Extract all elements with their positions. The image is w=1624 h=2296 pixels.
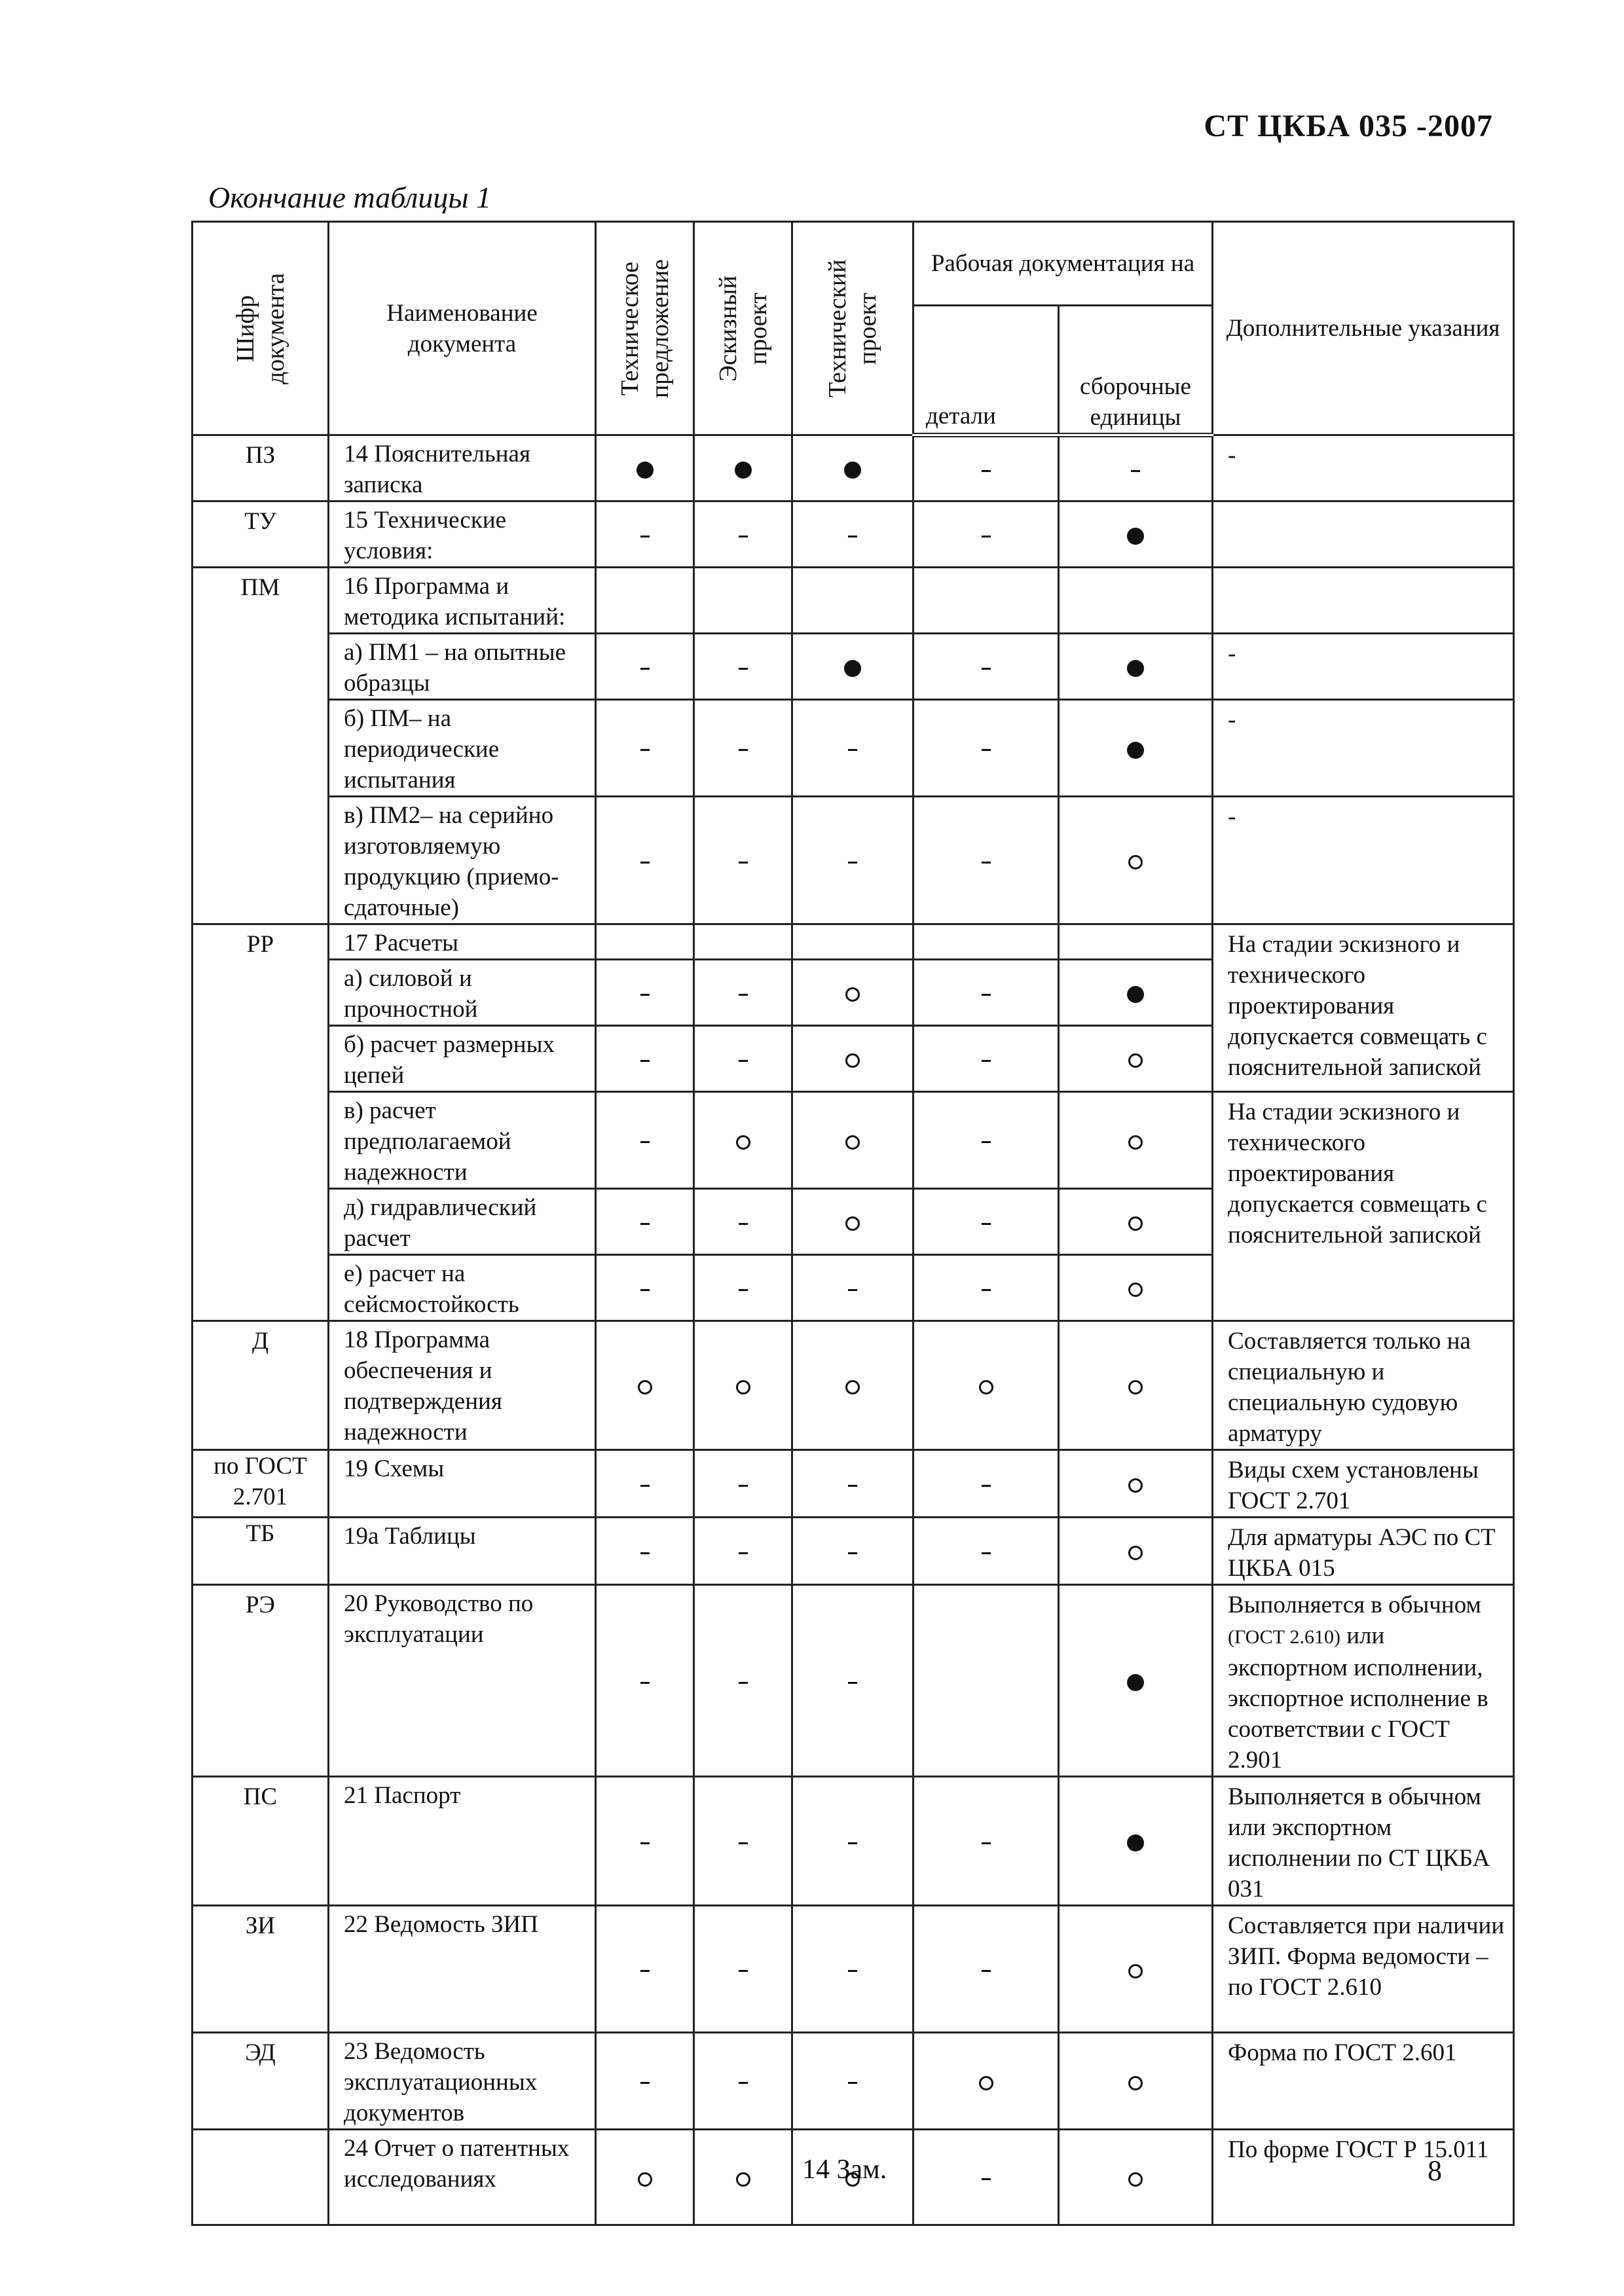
dash-icon	[982, 536, 991, 538]
mark-assemblies	[1059, 2033, 1213, 2130]
dash-icon	[739, 2082, 748, 2084]
open-circle-icon	[638, 1380, 652, 1394]
mark-assemblies	[1059, 1518, 1213, 1585]
dash-icon	[739, 536, 748, 538]
filled-circle-icon	[844, 660, 861, 677]
mark-tech-proposal	[596, 1518, 694, 1585]
dash-icon	[640, 1141, 650, 1143]
table-row	[193, 1321, 1514, 1450]
mark-sketch-project	[694, 924, 792, 960]
doc-code-cell: Д	[193, 1321, 329, 1450]
dash-icon	[640, 749, 650, 751]
doc-code-cell: ТУ	[193, 501, 329, 568]
mark-tech-project	[792, 1450, 913, 1518]
footer-change-note: 14 Зам.	[802, 2155, 887, 2185]
mark-sketch-project	[694, 1026, 792, 1092]
open-circle-icon	[736, 1135, 750, 1150]
table-row	[193, 1450, 1514, 1518]
dash-icon	[982, 1552, 991, 1554]
documents-table	[191, 221, 1515, 2226]
dash-icon	[640, 1060, 650, 1062]
mark-tech-project	[792, 501, 913, 568]
doc-name-cell: д) гидравлический расчет	[329, 1189, 596, 1255]
mark-tech-proposal	[596, 2130, 694, 2225]
doc-code-cell: ПЗ	[193, 435, 329, 501]
doc-name-cell: 20 Руководство по эксплуатации	[329, 1585, 596, 1777]
mark-parts	[913, 2130, 1059, 2225]
dash-icon	[982, 2178, 991, 2180]
mark-sketch-project	[694, 960, 792, 1026]
mark-sketch-project	[694, 1585, 792, 1777]
extra-note-cell: -	[1213, 700, 1514, 797]
mark-tech-project	[792, 1906, 913, 2033]
open-circle-icon	[1128, 2076, 1143, 2090]
mark-tech-project	[792, 1518, 913, 1585]
mark-tech-proposal	[596, 435, 694, 501]
table-caption: Окончание таблицы 1	[208, 181, 491, 214]
mark-tech-proposal	[596, 700, 694, 797]
dash-icon	[640, 862, 650, 864]
doc-name-cell: 15 Технические условия:	[329, 501, 596, 568]
doc-name-cell: 16 Программа и методика испытаний:	[329, 568, 596, 634]
doc-code-cell	[193, 2130, 329, 2225]
mark-tech-proposal	[596, 634, 694, 700]
dash-icon	[848, 1552, 857, 1554]
doc-name-cell: 17 Расчеты	[329, 924, 596, 960]
header-sketch-project: Эскизный проект	[694, 222, 792, 435]
mark-parts	[913, 960, 1059, 1026]
mark-sketch-project	[694, 2130, 792, 2225]
table-row	[193, 700, 1514, 797]
doc-code-cell: ЭД	[193, 2033, 329, 2130]
mark-tech-project	[792, 924, 913, 960]
mark-parts	[913, 1321, 1059, 1450]
extra-note-cell: Составляется только на специальную и специальную судовую арматуру	[1213, 1321, 1514, 1450]
doc-name-cell: 14 Пояснительная записка	[329, 435, 596, 501]
mark-tech-project	[792, 700, 913, 797]
dash-icon	[640, 1552, 650, 1554]
extra-note-cell: На стадии эскизного и технического проектирования допускается совмещать с пояснительной запиской	[1213, 1092, 1514, 1321]
dash-icon	[640, 1682, 650, 1684]
dash-icon	[739, 994, 748, 996]
mark-sketch-project	[694, 1906, 792, 2033]
mark-parts	[913, 634, 1059, 700]
table-row	[193, 1092, 1514, 1189]
mark-sketch-project	[694, 1189, 792, 1255]
header-tech-proposal: Техническое предложение	[596, 222, 694, 435]
dash-icon	[739, 1842, 748, 1844]
extra-note-cell: Выполняется в обычном или экспортном исполнении по СТ ЦКБА 031	[1213, 1777, 1514, 1906]
mark-parts	[913, 568, 1059, 634]
mark-tech-project	[792, 1321, 913, 1450]
header-assemblies: сборочные единицы	[1059, 306, 1213, 435]
doc-name-cell: в) расчет предполагаемой надежности	[329, 1092, 596, 1189]
open-circle-icon	[736, 1380, 750, 1394]
dash-icon	[982, 470, 991, 472]
mark-sketch-project	[694, 700, 792, 797]
mark-assemblies	[1059, 1777, 1213, 1906]
dash-icon	[640, 1223, 650, 1225]
doc-name-cell: в) ПМ2– на серийно изготовляемую продукцию (приемо-сдаточные)	[329, 797, 596, 924]
mark-assemblies	[1059, 634, 1213, 700]
mark-parts	[913, 1092, 1059, 1189]
mark-sketch-project	[694, 1777, 792, 1906]
mark-assemblies	[1059, 797, 1213, 924]
open-circle-icon	[1128, 1478, 1143, 1493]
mark-assemblies	[1059, 1092, 1213, 1189]
open-circle-icon	[979, 2076, 993, 2090]
dash-icon	[848, 1842, 857, 1844]
mark-tech-proposal	[596, 797, 694, 924]
mark-assemblies	[1059, 1255, 1213, 1321]
extra-note-cell: На стадии эскизного и технического проектирования допускается совмещать с пояснительной запиской	[1213, 924, 1514, 1092]
filled-circle-icon	[1127, 742, 1144, 759]
dash-icon	[640, 536, 650, 538]
open-circle-icon	[845, 987, 860, 1002]
extra-note-cell: Составляется при наличии ЗИП. Форма ведомости – по ГОСТ 2.610	[1213, 1906, 1514, 2033]
mark-tech-proposal	[596, 1026, 694, 1092]
mark-parts	[913, 1450, 1059, 1518]
dash-icon	[982, 1970, 991, 1972]
filled-circle-icon	[844, 462, 861, 479]
dash-icon	[848, 1289, 857, 1291]
dash-icon	[848, 749, 857, 751]
table-row	[193, 924, 1514, 960]
mark-assemblies	[1059, 1585, 1213, 1777]
mark-sketch-project	[694, 1518, 792, 1585]
mark-parts	[913, 1518, 1059, 1585]
mark-tech-project	[792, 1585, 913, 1777]
dash-icon	[640, 1970, 650, 1972]
doc-name-cell: 22 Ведомость ЗИП	[329, 1906, 596, 2033]
mark-tech-project	[792, 1189, 913, 1255]
doc-code-cell: РР	[193, 924, 329, 1321]
filled-circle-icon	[1127, 660, 1144, 677]
mark-tech-proposal	[596, 1450, 694, 1518]
dash-icon	[848, 1682, 857, 1684]
mark-assemblies	[1059, 700, 1213, 797]
open-circle-icon	[1128, 1380, 1143, 1394]
filled-circle-icon	[637, 462, 654, 479]
mark-tech-proposal	[596, 1906, 694, 2033]
mark-tech-project	[792, 568, 913, 634]
extra-note-cell: -	[1213, 634, 1514, 700]
mark-parts	[913, 797, 1059, 924]
mark-tech-proposal	[596, 2033, 694, 2130]
mark-assemblies	[1059, 924, 1213, 960]
filled-circle-icon	[735, 462, 752, 479]
mark-tech-project	[792, 435, 913, 501]
doc-name-cell: б) расчет размерных цепей	[329, 1026, 596, 1092]
extra-note-cell	[1213, 568, 1514, 634]
extra-note-cell: -	[1213, 435, 1514, 501]
table-row	[193, 435, 1514, 501]
mark-tech-proposal	[596, 960, 694, 1026]
doc-name-cell: а) ПМ1 – на опытные образцы	[329, 634, 596, 700]
table-row	[193, 1518, 1514, 1585]
table-row	[193, 2033, 1514, 2130]
mark-parts	[913, 1255, 1059, 1321]
mark-tech-project	[792, 2033, 913, 2130]
mark-sketch-project	[694, 568, 792, 634]
dash-icon	[739, 1682, 748, 1684]
doc-code-cell: ЗИ	[193, 1906, 329, 2033]
mark-tech-project	[792, 960, 913, 1026]
mark-assemblies	[1059, 1906, 1213, 2033]
mark-tech-proposal	[596, 1585, 694, 1777]
mark-sketch-project	[694, 1092, 792, 1189]
note-part: (ГОСТ 2.610)	[1228, 1626, 1340, 1648]
mark-parts	[913, 924, 1059, 960]
header-tech-project: Технический проект	[792, 222, 913, 435]
dash-icon	[739, 749, 748, 751]
mark-assemblies	[1059, 960, 1213, 1026]
dash-icon	[1131, 470, 1140, 472]
open-circle-icon	[845, 1380, 860, 1394]
open-circle-icon	[1128, 1135, 1143, 1150]
dash-icon	[640, 1289, 650, 1291]
mark-sketch-project	[694, 797, 792, 924]
dash-icon	[848, 862, 857, 864]
doc-name-cell: б) ПМ– на периодические испытания	[329, 700, 596, 797]
mark-parts	[913, 1777, 1059, 1906]
doc-code-cell: ПС	[193, 1777, 329, 1906]
filled-circle-icon	[1127, 528, 1144, 545]
mark-tech-project	[792, 1777, 913, 1906]
doc-code-cell: ПМ	[193, 568, 329, 924]
dash-icon	[848, 536, 857, 538]
dash-icon	[640, 668, 650, 670]
mark-sketch-project	[694, 634, 792, 700]
mark-tech-proposal	[596, 1777, 694, 1906]
mark-parts	[913, 700, 1059, 797]
dash-icon	[982, 668, 991, 670]
mark-tech-project	[792, 1255, 913, 1321]
doc-name-cell: 18 Программа обеспечения и подтверждения надежности	[329, 1321, 596, 1450]
table-row	[193, 501, 1514, 568]
mark-assemblies	[1059, 1026, 1213, 1092]
open-circle-icon	[736, 2172, 750, 2187]
extra-note-cell: -	[1213, 797, 1514, 924]
doc-code-cell: ТБ	[193, 1518, 329, 1585]
dash-icon	[982, 1141, 991, 1143]
open-circle-icon	[845, 1135, 860, 1150]
dash-icon	[982, 1223, 991, 1225]
dash-icon	[739, 1552, 748, 1554]
doc-code-cell: РЭ	[193, 1585, 329, 1777]
note-part: или экспортном исполнении, экспортное исполнение в соответствии с ГОСТ 2.901	[1228, 1622, 1488, 1774]
mark-tech-proposal	[596, 1189, 694, 1255]
table-row	[193, 634, 1514, 700]
mark-assemblies	[1059, 501, 1213, 568]
dash-icon	[739, 1485, 748, 1487]
mark-parts	[913, 1026, 1059, 1092]
doc-name-cell: е) расчет на сейсмостойкость	[329, 1255, 596, 1321]
mark-parts	[913, 1906, 1059, 2033]
extra-note-cell: Для арматуры АЭС по СТ ЦКБА 015	[1213, 1518, 1514, 1585]
table-row	[193, 1585, 1514, 1777]
dash-icon	[982, 862, 991, 864]
extra-note-cell: По форме ГОСТ Р 15.011	[1213, 2130, 1514, 2225]
open-circle-icon	[1128, 1216, 1143, 1231]
doc-code-cell: по ГОСТ 2.701	[193, 1450, 329, 1518]
doc-name-cell: 21 Паспорт	[329, 1777, 596, 1906]
mark-assemblies	[1059, 1189, 1213, 1255]
open-circle-icon	[1128, 855, 1143, 869]
dash-icon	[848, 1970, 857, 1972]
dash-icon	[982, 994, 991, 996]
open-circle-icon	[979, 1380, 993, 1394]
page-number: 8	[1428, 2155, 1442, 2187]
table-row	[193, 1777, 1514, 1906]
header-name: Наименование документа	[329, 222, 596, 435]
mark-parts	[913, 1189, 1059, 1255]
open-circle-icon	[845, 1216, 860, 1231]
extra-note-cell: Форма по ГОСТ 2.601	[1213, 2033, 1514, 2130]
filled-circle-icon	[1127, 1834, 1144, 1851]
mark-assemblies	[1059, 2130, 1213, 2225]
mark-sketch-project	[694, 501, 792, 568]
dash-icon	[982, 1842, 991, 1844]
table-row	[193, 797, 1514, 924]
doc-name-cell: 19 Схемы	[329, 1450, 596, 1518]
extra-note-cell	[1213, 501, 1514, 568]
dash-icon	[640, 1842, 650, 1844]
table-row	[193, 1906, 1514, 2033]
doc-name-cell: 24 Отчет о патентных исследованиях	[329, 2130, 596, 2225]
mark-tech-project	[792, 797, 913, 924]
open-circle-icon	[638, 2172, 652, 2187]
dash-icon	[848, 2082, 857, 2084]
mark-sketch-project	[694, 435, 792, 501]
mark-assemblies	[1059, 1321, 1213, 1450]
open-circle-icon	[1128, 2172, 1143, 2187]
header-parts: детали	[913, 306, 1059, 435]
dash-icon	[982, 1485, 991, 1487]
filled-circle-icon	[1127, 986, 1144, 1003]
mark-tech-project	[792, 634, 913, 700]
header-working-docs: Рабочая документация на	[913, 222, 1213, 306]
doc-name-cell: 19а Таблицы	[329, 1518, 596, 1585]
mark-sketch-project	[694, 2033, 792, 2130]
filled-circle-icon	[1127, 1674, 1144, 1691]
mark-assemblies	[1059, 1450, 1213, 1518]
header-cipher: Шифр документа	[193, 222, 329, 435]
mark-tech-proposal	[596, 1092, 694, 1189]
mark-assemblies	[1059, 568, 1213, 634]
mark-parts	[913, 1585, 1059, 1777]
mark-sketch-project	[694, 1255, 792, 1321]
mark-sketch-project	[694, 1450, 792, 1518]
doc-name-cell: а) силовой и прочностной	[329, 960, 596, 1026]
mark-tech-proposal	[596, 924, 694, 960]
dash-icon	[982, 1289, 991, 1291]
dash-icon	[739, 1289, 748, 1291]
dash-icon	[640, 1485, 650, 1487]
dash-icon	[739, 1060, 748, 1062]
mark-parts	[913, 435, 1059, 501]
mark-parts	[913, 2033, 1059, 2130]
mark-tech-proposal	[596, 568, 694, 634]
open-circle-icon	[1128, 1546, 1143, 1560]
open-circle-icon	[845, 1053, 860, 1068]
dash-icon	[848, 1485, 857, 1487]
table-row	[193, 568, 1514, 634]
mark-tech-project	[792, 1026, 913, 1092]
dash-icon	[739, 1223, 748, 1225]
mark-parts	[913, 501, 1059, 568]
dash-icon	[982, 749, 991, 751]
mark-assemblies	[1059, 435, 1213, 501]
dash-icon	[640, 994, 650, 996]
dash-icon	[640, 2082, 650, 2084]
extra-note-cell	[1213, 1585, 1514, 1777]
mark-tech-proposal	[596, 501, 694, 568]
mark-sketch-project	[694, 1321, 792, 1450]
extra-note-cell: Виды схем установлены ГОСТ 2.701	[1213, 1450, 1514, 1518]
note-part: Выполняется в обычном	[1228, 1592, 1481, 1618]
dash-icon	[739, 862, 748, 864]
mark-tech-proposal	[596, 1255, 694, 1321]
dash-icon	[982, 1060, 991, 1062]
mark-tech-project	[792, 1092, 913, 1189]
open-circle-icon	[1128, 1053, 1143, 1068]
header-extra: Дополнительные указания	[1213, 222, 1514, 435]
open-circle-icon	[1128, 1964, 1143, 1978]
mark-tech-proposal	[596, 1321, 694, 1450]
dash-icon	[739, 1970, 748, 1972]
dash-icon	[739, 668, 748, 670]
document-code: СТ ЦКБА 035 -2007	[1204, 109, 1493, 143]
doc-name-cell: 23 Ведомость эксплуатационных документов	[329, 2033, 596, 2130]
open-circle-icon	[1128, 1283, 1143, 1297]
